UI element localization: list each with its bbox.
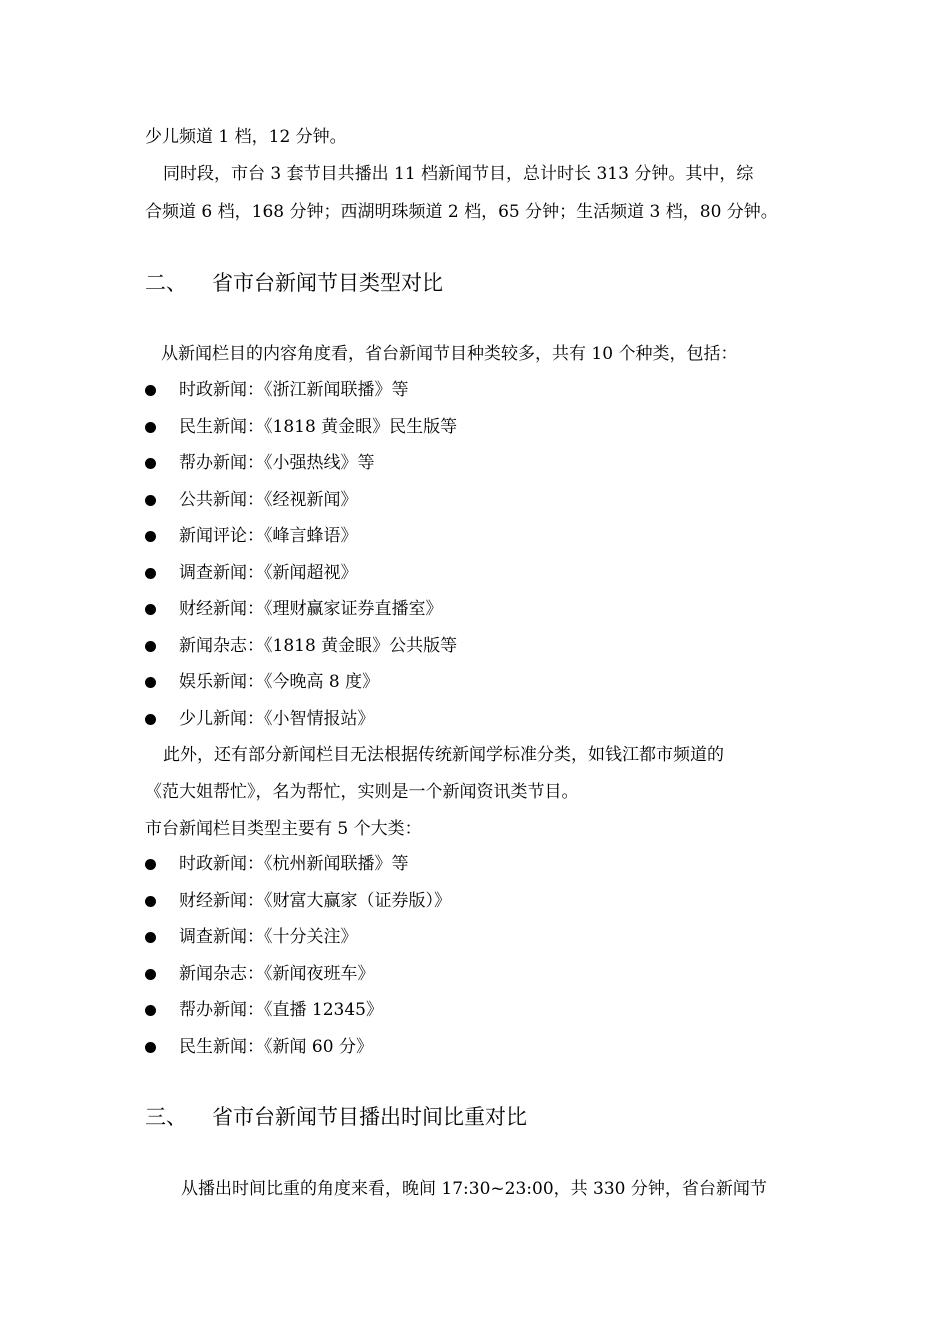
paragraph-exception-line2: 《范大姐帮忙》，名为帮忙，实则是一个新闻资讯类节目。	[145, 782, 579, 802]
bullet-icon	[145, 604, 156, 615]
list-item-text: 少儿新闻：《小智情报站》	[179, 708, 375, 729]
bullet-icon	[145, 677, 156, 688]
list-item-text: 时政新闻：《杭州新闻联播》等	[179, 854, 409, 874]
paragraph-city-intro: 市台新闻栏目类型主要有 5 个大类：	[145, 819, 422, 839]
section-heading-2	[145, 270, 443, 296]
paragraph-exception-line1: 此外，还有部分新闻栏目无法根据传统新闻学标准分类，如钱江都市频道的	[163, 745, 724, 765]
list-item-text: 新闻杂志：《新闻夜班车》	[179, 963, 375, 984]
paragraph-city-summary-line2: 合频道 6 档，168 分钟；西湖明珠频道 2 档，65 分钟；生活频道 3 档，80 分钟。	[145, 202, 778, 222]
paragraph-children-channel: 少儿频道 1 档，12 分钟。	[145, 127, 347, 147]
bullet-icon	[145, 495, 156, 506]
list-item-text: 调查新闻：《新闻超视》	[179, 562, 358, 583]
list-item-text: 时政新闻：《浙江新闻联播》等	[179, 380, 409, 400]
bullet-icon	[145, 422, 156, 433]
list-item-text: 财经新闻：《理财赢家证券直播室》	[179, 599, 443, 619]
section-title: 省市台新闻节目类型对比	[212, 271, 443, 295]
list-item-text: 新闻杂志：《1818 黄金眼》公共版等	[179, 635, 458, 656]
list-item-text: 财经新闻：《财富大赢家（证券版）》	[179, 890, 451, 911]
list-item-text: 民生新闻：《新闻 60 分》	[179, 1036, 373, 1057]
bullet-icon	[145, 531, 156, 542]
bullet-icon	[145, 385, 156, 396]
bullet-icon	[145, 932, 156, 943]
list-item-text: 帮办新闻：《小强热线》等	[179, 453, 375, 473]
section-number: 二、	[145, 271, 187, 295]
list-item-text: 娱乐新闻：《今晚高 8 度》	[179, 672, 380, 692]
section-title: 省市台新闻节目播出时间比重对比	[212, 1105, 527, 1129]
bullet-icon	[145, 568, 156, 579]
list-item-text: 民生新闻：《1818 黄金眼》民生版等	[179, 416, 458, 437]
bullet-icon	[145, 1005, 156, 1016]
bullet-icon	[145, 896, 156, 907]
bullet-icon	[145, 641, 156, 652]
paragraph-city-summary-line1: 同时段，市台 3 套节目共播出 11 档新闻节目，总计时长 313 分钟。其中，综	[163, 164, 754, 184]
list-item-text: 新闻评论：《峰言蜂语》	[179, 526, 358, 546]
bullet-icon	[145, 859, 156, 870]
section-heading-3	[145, 1104, 527, 1130]
paragraph-province-intro: 从新闻栏目的内容角度看，省台新闻节目种类较多，共有 10 个种类，包括：	[161, 344, 738, 364]
paragraph-airtime-intro: 从播出时间比重的角度来看，晚间 17:30~23:00，共 330 分钟，省台新闻节	[181, 1179, 767, 1199]
list-item-text: 调查新闻：《十分关注》	[179, 927, 358, 947]
bullet-icon	[145, 458, 156, 469]
bullet-icon	[145, 714, 156, 725]
list-item-text: 公共新闻：《经视新闻》	[179, 489, 358, 510]
bullet-icon	[145, 969, 156, 980]
list-item-text: 帮办新闻：《直播 12345》	[179, 1000, 383, 1020]
section-number: 三、	[145, 1105, 187, 1129]
bullet-icon	[145, 1042, 156, 1053]
